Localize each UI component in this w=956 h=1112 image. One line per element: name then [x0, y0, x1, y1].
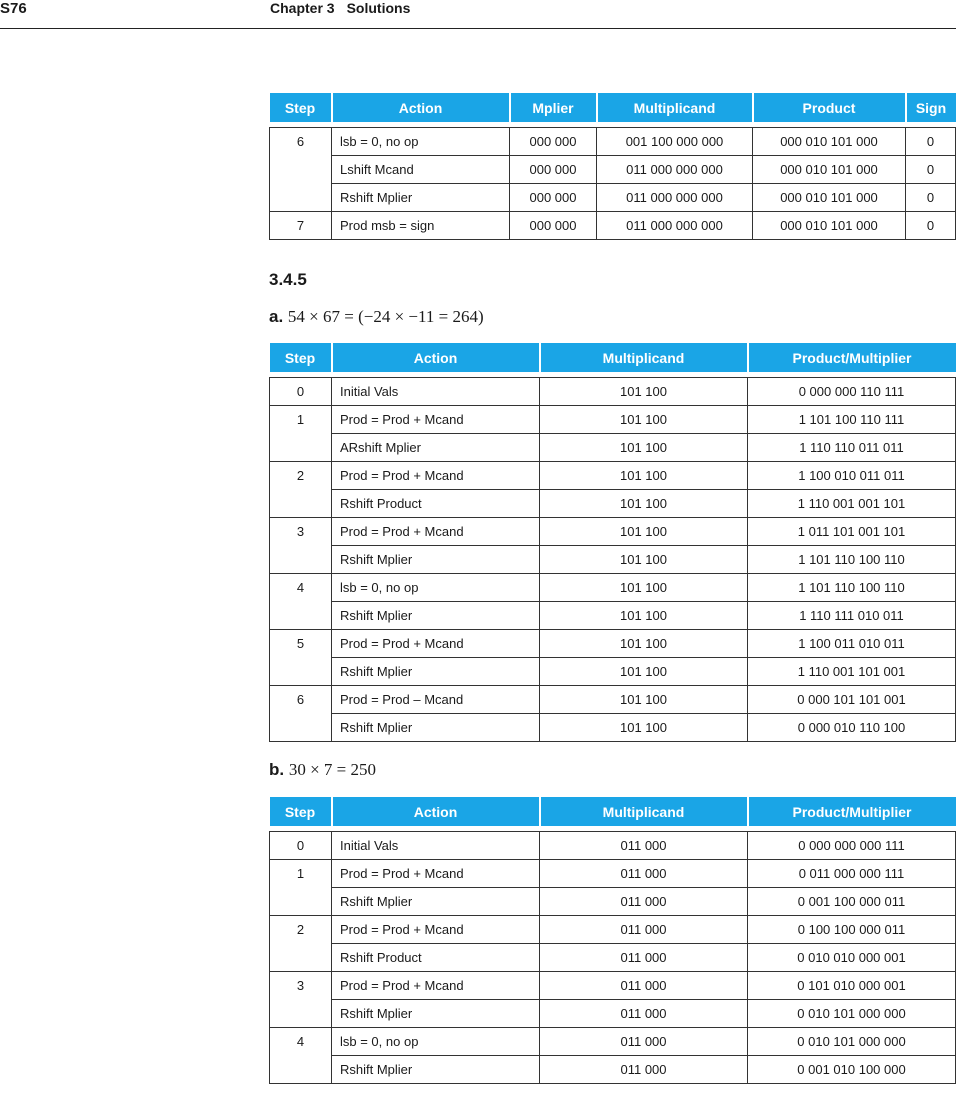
table-row	[270, 574, 956, 602]
multiplicand-cell: 011 000 000 000	[597, 212, 753, 240]
product-multiplier-cell: 0 100 100 000 011	[748, 916, 956, 944]
action-cell: Lshift Mcand	[332, 156, 510, 184]
product-multiplier-cell: 1 100 011 010 011	[748, 630, 956, 658]
action-cell: Prod = Prod + Mcand	[332, 630, 540, 658]
multiplicand-cell: 101 100	[540, 546, 748, 574]
chapter-label: Chapter 3	[270, 0, 335, 16]
action-cell: Prod = Prod + Mcand	[332, 462, 540, 490]
table-row	[270, 860, 956, 888]
multiplicand-cell: 101 100	[540, 378, 748, 406]
table-row	[270, 630, 956, 658]
multiplicand-cell: 011 000 000 000	[597, 184, 753, 212]
col-header-multiplicand: Multiplicand	[540, 797, 748, 826]
sign-cell: 0	[906, 184, 956, 212]
col-header-multiplicand: Multiplicand	[540, 343, 748, 372]
table-row	[270, 518, 956, 546]
page-header	[0, 0, 956, 29]
action-cell: Prod = Prod – Mcand	[332, 686, 540, 714]
col-header-step: Step	[270, 343, 332, 372]
table-row	[270, 406, 956, 434]
table-header-row	[270, 797, 956, 826]
table-row	[270, 658, 956, 686]
action-cell: Prod = Prod + Mcand	[332, 972, 540, 1000]
col-header-product-multiplier: Product/Multiplier	[748, 343, 956, 372]
product-multiplier-cell: 0 000 000 110 111	[748, 378, 956, 406]
multiplicand-cell: 011 000 000 000	[597, 156, 753, 184]
action-cell: Rshift Mplier	[332, 184, 510, 212]
multiplicand-cell: 101 100	[540, 462, 748, 490]
table-row	[270, 490, 956, 518]
multiplicand-cell: 011 000	[540, 1028, 748, 1056]
step-cell: 2	[270, 916, 332, 972]
table-row	[270, 972, 956, 1000]
action-cell: lsb = 0, no op	[332, 1028, 540, 1056]
part-a-label: a.	[269, 307, 284, 326]
action-cell: lsb = 0, no op	[332, 574, 540, 602]
table-row	[270, 212, 956, 240]
part-b-heading	[269, 760, 376, 780]
action-cell: lsb = 0, no op	[332, 128, 510, 156]
multiplicand-cell: 011 000	[540, 832, 748, 860]
step-cell: 3	[270, 972, 332, 1028]
action-cell: Rshift Mplier	[332, 1056, 540, 1084]
table-row	[270, 1000, 956, 1028]
table-row	[270, 462, 956, 490]
mplier-cell: 000 000	[510, 156, 597, 184]
step-cell: 4	[270, 574, 332, 630]
multiplicand-cell: 011 000	[540, 972, 748, 1000]
table-row	[270, 378, 956, 406]
table-row	[270, 888, 956, 916]
col-header-product-multiplier: Product/Multiplier	[748, 797, 956, 826]
col-header-step: Step	[270, 93, 332, 122]
part-a-heading	[269, 307, 484, 327]
multiplicand-cell: 101 100	[540, 406, 748, 434]
action-cell: Rshift Product	[332, 490, 540, 518]
part-b-label: b.	[269, 760, 285, 779]
product-multiplier-cell: 0 011 000 000 111	[748, 860, 956, 888]
col-header-step: Step	[270, 797, 332, 826]
step-cell: 3	[270, 518, 332, 574]
multiplicand-cell: 101 100	[540, 490, 748, 518]
product-multiplier-cell: 0 001 010 100 000	[748, 1056, 956, 1084]
multiplicand-cell: 011 000	[540, 1056, 748, 1084]
product-cell: 000 010 101 000	[753, 156, 906, 184]
product-multiplier-cell: 1 110 110 011 011	[748, 434, 956, 462]
action-cell: Rshift Product	[332, 944, 540, 972]
col-header-action: Action	[332, 93, 510, 122]
multiplicand-cell: 011 000	[540, 860, 748, 888]
product-multiplier-cell: 1 101 110 100 110	[748, 574, 956, 602]
step-cell: 1	[270, 406, 332, 462]
mplier-cell: 000 000	[510, 128, 597, 156]
table-row	[270, 714, 956, 742]
col-header-mplier: Mplier	[510, 93, 597, 122]
table-header-row	[270, 93, 956, 122]
mplier-cell: 000 000	[510, 184, 597, 212]
product-multiplier-cell: 0 101 010 000 001	[748, 972, 956, 1000]
action-cell: Initial Vals	[332, 378, 540, 406]
product-cell: 000 010 101 000	[753, 128, 906, 156]
product-multiplier-cell: 1 110 001 101 001	[748, 658, 956, 686]
product-multiplier-cell: 0 000 101 101 001	[748, 686, 956, 714]
step-cell: 1	[270, 860, 332, 916]
table-row	[270, 128, 956, 156]
step-cell: 5	[270, 630, 332, 686]
table-row	[270, 156, 956, 184]
sign-cell: 0	[906, 212, 956, 240]
multiplicand-cell: 101 100	[540, 574, 748, 602]
col-header-action: Action	[332, 797, 540, 826]
action-cell: Rshift Mplier	[332, 658, 540, 686]
multiplicand-cell: 101 100	[540, 602, 748, 630]
table-row	[270, 1056, 956, 1084]
action-cell: Prod = Prod + Mcand	[332, 518, 540, 546]
product-multiplier-cell: 1 101 110 100 110	[748, 546, 956, 574]
table-part-b	[269, 797, 956, 1084]
multiplicand-cell: 101 100	[540, 686, 748, 714]
action-cell: ARshift Mplier	[332, 434, 540, 462]
col-header-multiplicand: Multiplicand	[597, 93, 753, 122]
table-row	[270, 832, 956, 860]
action-cell: Prod = Prod + Mcand	[332, 916, 540, 944]
table-row	[270, 944, 956, 972]
product-multiplier-cell: 1 100 010 011 011	[748, 462, 956, 490]
multiplicand-cell: 011 000	[540, 888, 748, 916]
product-multiplier-cell: 0 000 000 000 111	[748, 832, 956, 860]
product-multiplier-cell: 0 010 101 000 000	[748, 1028, 956, 1056]
col-header-action: Action	[332, 343, 540, 372]
product-multiplier-cell: 0 010 101 000 000	[748, 1000, 956, 1028]
table-row	[270, 686, 956, 714]
action-cell: Prod = Prod + Mcand	[332, 860, 540, 888]
section-title: 3.4.5	[269, 270, 307, 289]
multiplicand-cell: 011 000	[540, 916, 748, 944]
table-header-row	[270, 343, 956, 372]
chapter-title: Solutions	[346, 0, 411, 16]
multiplicand-cell: 101 100	[540, 630, 748, 658]
col-header-product: Product	[753, 93, 906, 122]
step-cell: 4	[270, 1028, 332, 1084]
multiplicand-cell: 101 100	[540, 714, 748, 742]
action-cell: Initial Vals	[332, 832, 540, 860]
col-header-sign: Sign	[906, 93, 956, 122]
step-cell: 0	[270, 832, 332, 860]
multiplicand-cell: 101 100	[540, 658, 748, 686]
action-cell: Rshift Mplier	[332, 1000, 540, 1028]
action-cell: Rshift Mplier	[332, 714, 540, 742]
table-row	[270, 1028, 956, 1056]
product-multiplier-cell: 1 101 100 110 111	[748, 406, 956, 434]
page-number: S76	[0, 0, 27, 17]
action-cell: Prod = Prod + Mcand	[332, 406, 540, 434]
table-row	[270, 916, 956, 944]
product-cell: 000 010 101 000	[753, 212, 906, 240]
table-steps-6-7	[269, 93, 956, 240]
chapter-heading	[270, 0, 410, 16]
product-multiplier-cell: 0 000 010 110 100	[748, 714, 956, 742]
table-part-a	[269, 343, 956, 742]
table-row	[270, 546, 956, 574]
action-cell: Rshift Mplier	[332, 888, 540, 916]
mplier-cell: 000 000	[510, 212, 597, 240]
table-row	[270, 602, 956, 630]
multiplicand-cell: 101 100	[540, 434, 748, 462]
product-multiplier-cell: 1 110 001 001 101	[748, 490, 956, 518]
multiplicand-cell: 101 100	[540, 518, 748, 546]
action-cell: Rshift Mplier	[332, 602, 540, 630]
step-cell: 0	[270, 378, 332, 406]
action-cell: Prod msb = sign	[332, 212, 510, 240]
step-cell: 6	[270, 686, 332, 742]
product-multiplier-cell: 0 001 100 000 011	[748, 888, 956, 916]
step-cell: 6	[270, 128, 332, 212]
multiplicand-cell: 011 000	[540, 1000, 748, 1028]
table-row	[270, 434, 956, 462]
product-multiplier-cell: 0 010 010 000 001	[748, 944, 956, 972]
sign-cell: 0	[906, 128, 956, 156]
step-cell: 7	[270, 212, 332, 240]
table-row	[270, 184, 956, 212]
part-b-equation: 30 × 7 = 250	[288, 760, 377, 779]
product-cell: 000 010 101 000	[753, 184, 906, 212]
sign-cell: 0	[906, 156, 956, 184]
part-a-equation: 54 × 67 = (−24 × −11 = 264)	[287, 307, 484, 326]
product-multiplier-cell: 1 011 101 001 101	[748, 518, 956, 546]
step-cell: 2	[270, 462, 332, 518]
product-multiplier-cell: 1 110 111 010 011	[748, 602, 956, 630]
action-cell: Rshift Mplier	[332, 546, 540, 574]
multiplicand-cell: 011 000	[540, 944, 748, 972]
multiplicand-cell: 001 100 000 000	[597, 128, 753, 156]
